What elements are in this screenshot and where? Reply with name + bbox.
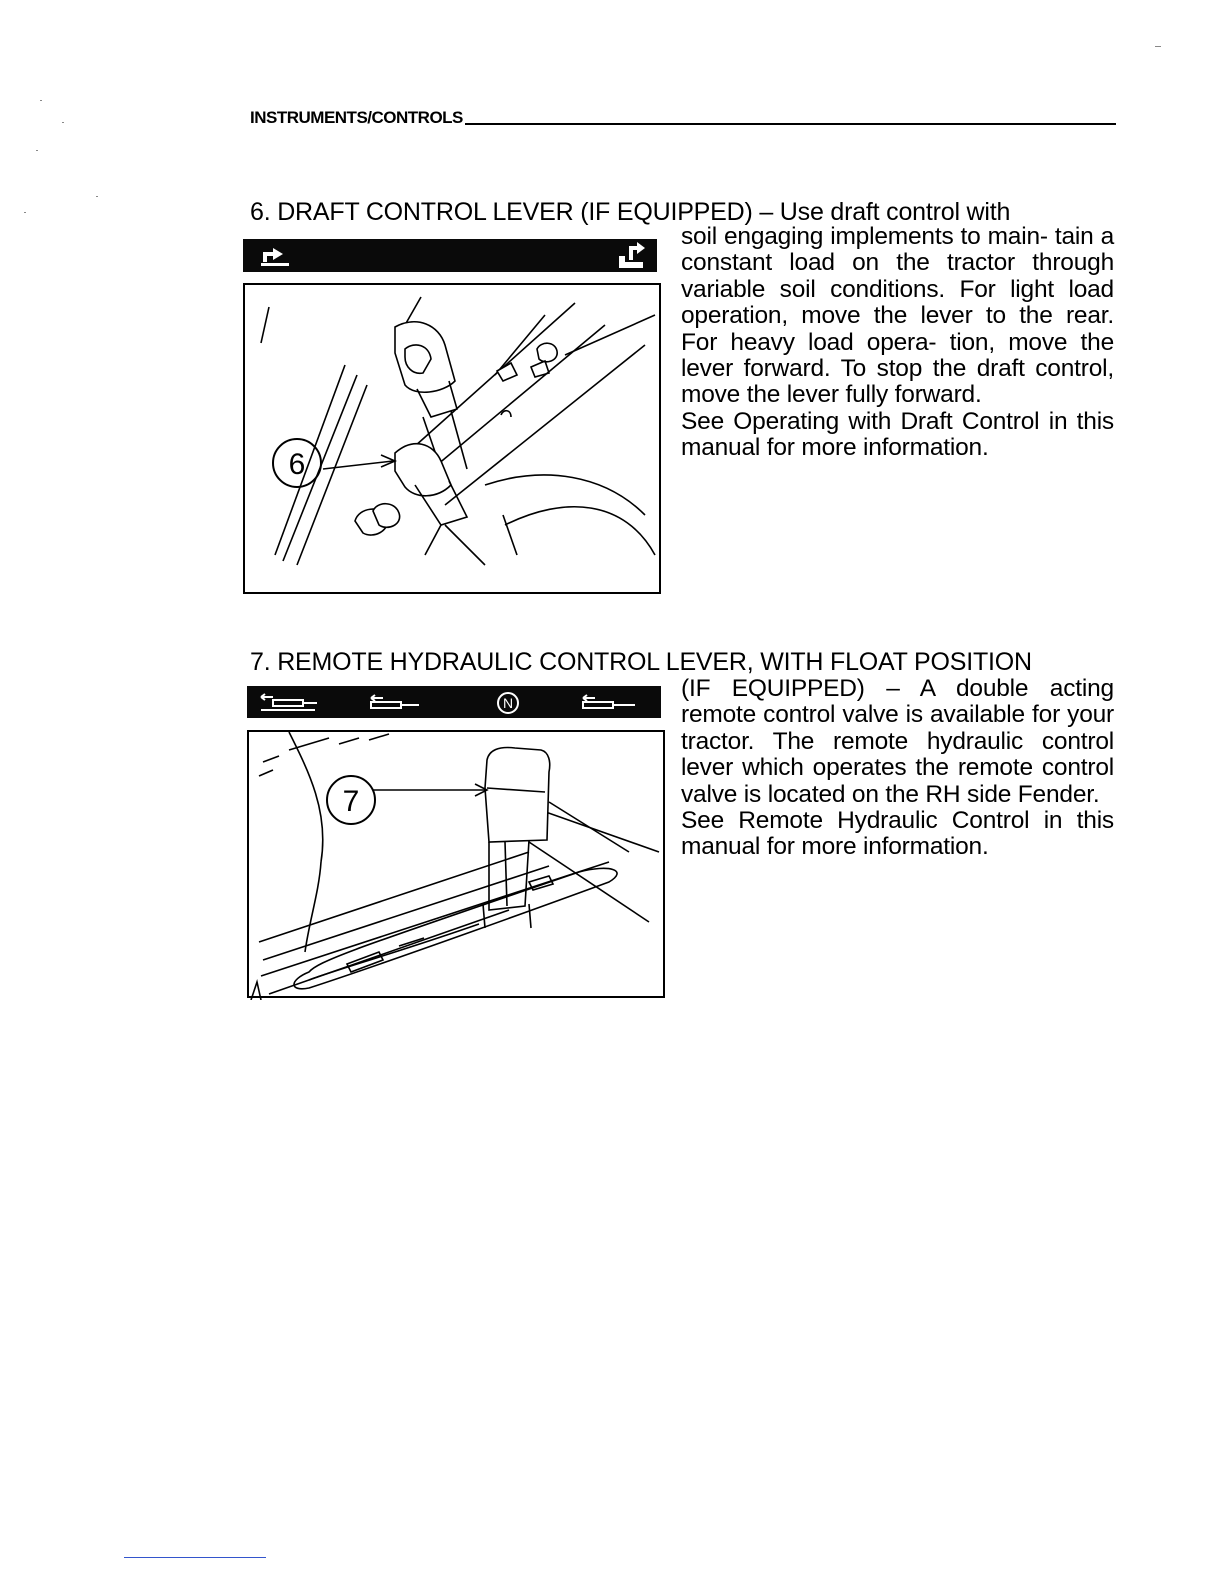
section-7-paragraph-1: (IF EQUIPPED) – A double acting remote control valve is available for your tractor. The remote hydraulic control lever which operates the remote control valve is located on the RH side Fender. [681, 675, 1114, 808]
footer-rule [124, 1557, 266, 1558]
header-label: INSTRUMENTS/CONTROLS [250, 108, 463, 127]
draft-light-icon [259, 244, 293, 273]
hydraulic-lever-illustration [247, 730, 665, 998]
section-6-title: 6. DRAFT CONTROL LEVER (IF EQUIPPED) – Use draft control with [250, 198, 1011, 226]
hydraulic-icon-bar [247, 686, 661, 718]
scan-speck [96, 196, 98, 197]
draft-icon-bar [243, 239, 657, 272]
section-7-paragraph-2: See Remote Hydraulic Control in this manual for more information. [681, 807, 1114, 861]
section-7-title: 7. REMOTE HYDRAULIC CONTROL LEVER, WITH FLOAT POSITION [250, 648, 1032, 676]
scan-speck [40, 100, 42, 101]
cylinder-retract-icon [367, 692, 429, 719]
draft-lever-illustration [243, 283, 661, 594]
scan-speck [62, 122, 64, 123]
callout-7: 7 [342, 785, 360, 818]
section-6-paragraph-2: See Operating with Draft Control in this manual for more information. [681, 407, 1114, 462]
section-6-body [681, 224, 1114, 462]
header-rule [465, 123, 1116, 125]
cylinder-extend-icon [579, 692, 641, 719]
page-header [250, 108, 1116, 128]
scan-speck [1155, 46, 1161, 47]
scan-speck [36, 150, 38, 151]
neutral-icon [495, 690, 521, 721]
scan-speck [24, 212, 26, 213]
draft-heavy-icon [615, 242, 649, 275]
callout-6: 6 [288, 448, 306, 481]
neutral-label: N [502, 695, 514, 711]
section-7-body [681, 676, 1114, 861]
section-6-paragraph-1: soil engaging implements to main- tain a constant load on the tractor through variable soil conditions. For light load operation, move the lever to the rear. For heavy load opera- tion, move the lever forward. To stop the draft control, move the lever fully forward. [681, 223, 1114, 409]
cylinder-float-icon [259, 692, 321, 719]
